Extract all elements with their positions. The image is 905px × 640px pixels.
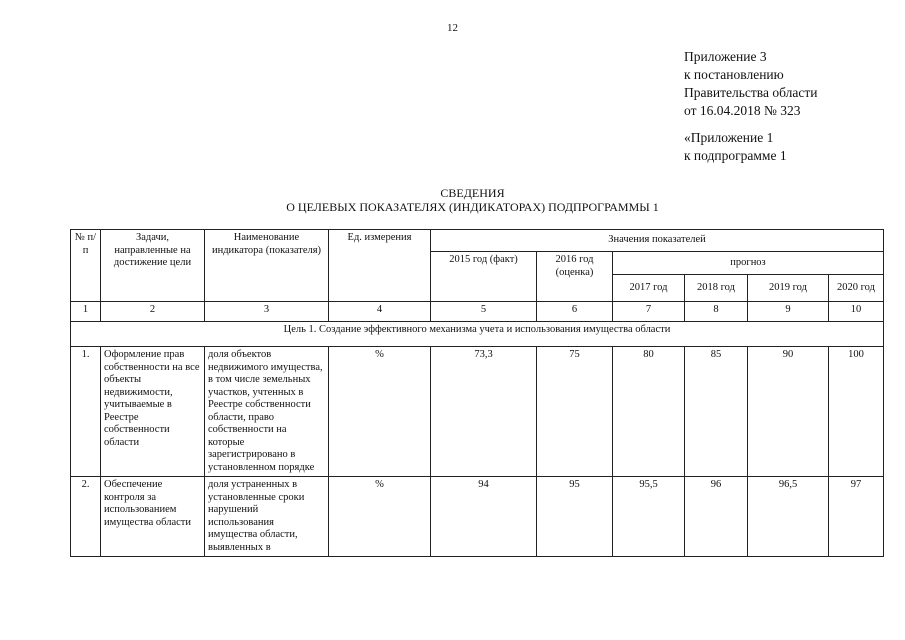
row-value-2015: 94 — [431, 477, 537, 557]
header-tasks: Задачи, направленные на достижение цели — [101, 230, 205, 302]
column-number: 3 — [205, 302, 329, 322]
row-value-2015: 73,3 — [431, 347, 537, 477]
row-unit: % — [329, 477, 431, 557]
row-value-2016: 75 — [537, 347, 613, 477]
row-value-2019: 90 — [748, 347, 829, 477]
row-value-2019: 96,5 — [748, 477, 829, 557]
row-value-2020: 97 — [829, 477, 884, 557]
column-number: 9 — [748, 302, 829, 322]
table-row — [71, 477, 884, 557]
column-number: 6 — [537, 302, 613, 322]
column-number: 8 — [685, 302, 748, 322]
header-indicator: Наименование индикатора (показателя) — [205, 230, 329, 302]
row-unit: % — [329, 347, 431, 477]
column-number: 4 — [329, 302, 431, 322]
row-task: Обеспечение контроля за использованием имущества области — [101, 477, 205, 557]
sub-appendix-line: «Приложение 1 — [684, 130, 774, 145]
row-num: 2. — [71, 477, 101, 557]
row-value-2018: 96 — [685, 477, 748, 557]
header-2019: 2019 год — [748, 275, 829, 302]
title-line-2: О ЦЕЛЕВЫХ ПОКАЗАТЕЛЯХ (ИНДИКАТОРАХ) ПОДПРОГРАММЫ 1 — [286, 200, 659, 214]
appendix-line: Правительства области — [684, 85, 818, 100]
goal-row: Цель 1. Создание эффективного механизма учета и использования имущества области — [71, 322, 884, 347]
appendix-line: от 16.04.2018 № 323 — [684, 103, 801, 118]
appendix-line: Приложение 3 — [684, 49, 767, 64]
sub-appendix-line: к подпрограмме 1 — [684, 148, 787, 163]
appendix-line: к постановлению — [684, 67, 784, 82]
row-indicator: доля устраненных в установленные сроки нарушений использования имущества области, выявленных в — [205, 477, 329, 557]
header-2017: 2017 год — [613, 275, 685, 302]
header-num: № п/п — [71, 230, 101, 302]
sub-appendix-block — [684, 129, 787, 165]
header-2018: 2018 год — [685, 275, 748, 302]
header-values: Значения показателей — [431, 230, 884, 252]
title-line-1: СВЕДЕНИЯ — [440, 186, 505, 200]
row-value-2017: 95,5 — [613, 477, 685, 557]
row-value-2016: 95 — [537, 477, 613, 557]
row-num: 1. — [71, 347, 101, 477]
header-2015: 2015 год (факт) — [431, 252, 537, 302]
header-unit: Ед. измерения — [329, 230, 431, 302]
header-2016: 2016 год (оценка) — [537, 252, 613, 302]
row-indicator: доля объектов недвижимого имущества, в том числе земельных участков, учтенных в Реестре собственности области, право собственности на которые зарегистрировано в установленном порядке — [205, 347, 329, 477]
row-value-2017: 80 — [613, 347, 685, 477]
indicators-table — [70, 229, 884, 557]
row-task: Оформление прав собственности на все объекты недвижимости, учитываемые в Реестре собственности области — [101, 347, 205, 477]
header-forecast: прогноз — [613, 252, 884, 275]
column-number: 5 — [431, 302, 537, 322]
row-value-2020: 100 — [829, 347, 884, 477]
column-number: 10 — [829, 302, 884, 322]
header-2020: 2020 год — [829, 275, 884, 302]
column-number: 2 — [101, 302, 205, 322]
column-number: 1 — [71, 302, 101, 322]
document-title — [0, 186, 905, 214]
row-value-2018: 85 — [685, 347, 748, 477]
appendix-block — [684, 48, 817, 120]
column-number: 7 — [613, 302, 685, 322]
page-number: 12 — [447, 22, 458, 34]
table-row — [71, 347, 884, 477]
